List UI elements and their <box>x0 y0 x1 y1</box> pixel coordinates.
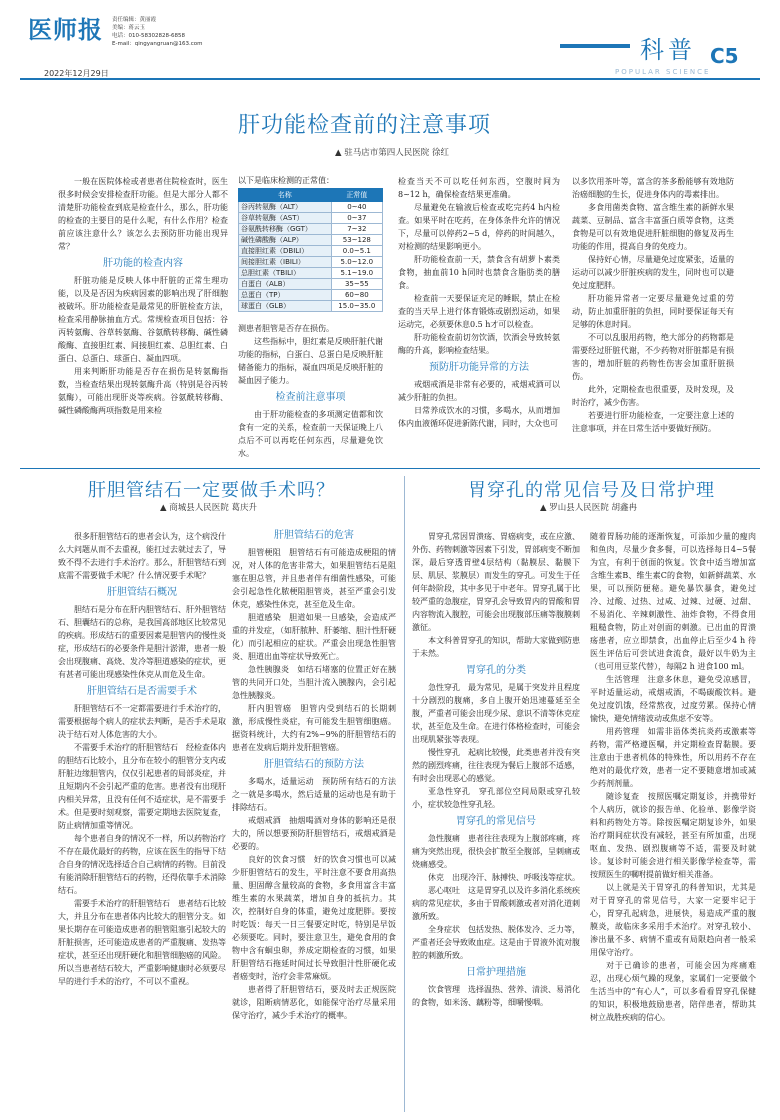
paragraph: 恶心呕吐 这是胃穿孔以及许多消化系统疾病的常见症状，多由于胃酸刺激或者对消化道刺激所致。 <box>412 886 580 921</box>
paragraph: 一般在医院体检或者患者住院检查时，医生很多时候会安排检查肝功能。但是大部分人都不清楚肝功能检查到底是检查什么，那么，肝功能的检查的主要目的是什么呢，有什么作用？检查前应该注意什么？该怎么去预防肝功能出现异常？ <box>58 177 228 251</box>
normal-value-cell: 53~128 <box>331 235 382 246</box>
article1-column-4 <box>572 175 734 465</box>
article3-title: 胃穿孔的常见信号及日常护理 <box>468 480 715 501</box>
paragraph: 戒烟戒酒 抽烟喝酒对身体的影响还是很大的，所以想要预防肝胆管结石，戒烟戒酒是必要的。 <box>232 816 396 851</box>
normal-value-cell: 15.0~35.0 <box>331 301 382 312</box>
table-row <box>239 279 383 290</box>
normal-values-table <box>238 175 383 312</box>
test-name-cell: 谷丙转氨酶（ALT） <box>239 202 332 213</box>
normal-value-cell: 0~37 <box>331 213 382 224</box>
paragraph: 肝功能检查前一天，禁食含有胡萝卜素类食物，抽血前10 h同时也禁食含脂肪类的膳食。 <box>398 255 560 290</box>
table-row <box>239 202 383 213</box>
paragraph: 保持好心情，尽量避免过度紧张，适量的运动可以减少肝脏疾病的发生，同时也可以避免过度肥胖。 <box>572 255 734 290</box>
section-heading: 肝功能的检查内容 <box>103 258 183 269</box>
normal-value-cell: 60~80 <box>331 290 382 301</box>
paragraph: 患者得了肝胆管结石，要及时去正规医院就诊，阻断病情恶化，如能保守治疗尽量采用保守治疗，减少手术治疗的概率。 <box>232 985 396 1020</box>
paragraph: 需要手术治疗的肝胆管结石 患者结石比较大，并且分布在患者体内比较大的胆管分支。如果长期存在可能造成患者的胆管阻塞引起较大的肝脏损害，还可能造成患者的严重腹痛、发热等症状，甚至还出现肝硬化和胆管细胞癌的风险。所以当患者结石较大，严重影响健康时必须要尽早的进行手术的治疗，不可以不重视。 <box>58 899 226 986</box>
editor-line: E-mail：qingyangruan@163.com <box>112 41 203 47</box>
paragraph: 胆管梗阻 胆管结石有可能造成梗阻的情况，对人体的危害非常大，如果胆管结石是阻塞在胆总管，并且患者伴有细菌性感染，可能会引起急性化脓梗阻胆管炎，甚至严重会引发休克，感染性休克，甚至危及生命。 <box>232 548 396 609</box>
article2-byline: ▲ 商城县人民医院 葛庆升 <box>160 503 257 513</box>
normal-value-cell: 0.0~5.1 <box>331 246 382 257</box>
paragraph: 肝功能异常者一定要尽量避免过重的劳动，防止加重肝脏的负担，同时要保证每天有足够的休息时间。 <box>572 294 734 329</box>
table-row <box>239 246 383 257</box>
table-caption: 以下是临床检测的正常值： <box>238 176 334 185</box>
paragraph: 胆结石是分布在肝内胆管结石、肝外胆管结石、胆囊结石的总称，是我国高部地区比较常见的疾病。形成结石的重要因素是胆管内的慢性炎症，形成结石的必要条件是胆汁淤滞，患者一般会出现腹痛、高烧、发冷等胆道感染的症状，更有甚者可能出现感染性休克从而危及生命。 <box>58 605 226 679</box>
editor-info <box>112 16 202 48</box>
paragraph: 检查前一天要保证充足的睡眠，禁止在检查的当天早上进行体育锻炼或剧烈运动，如果运动完，必须要休息0.5 h才可以检查。 <box>398 294 560 329</box>
paragraph: 日常养成饮水的习惯，多喝水，从而增加体内血液循环促进新陈代谢，同时，大众也可 <box>398 406 560 428</box>
test-name-cell: 总蛋白（TP） <box>239 290 332 301</box>
test-name-cell: 球蛋白（GLB） <box>239 301 332 312</box>
paragraph: 戒烟戒酒是非常有必要的，戒烟戒酒可以减少肝脏的负担。 <box>398 380 560 402</box>
table-row <box>239 301 383 312</box>
normal-value-cell: 0~40 <box>331 202 382 213</box>
paragraph: 以多饮用茶叶等，富含的茶多酚能够有效地防治癌细胞的生长，促进身体内的毒素排出。 <box>572 177 734 199</box>
paragraph: 这些指标中，胆红素是反映肝脏代谢功能的指标，白蛋白、总蛋白是反映肝脏储备能力的指标，凝血四项是反映肝脏的凝血因子能力。 <box>238 337 383 385</box>
test-name-cell: 白蛋白（ALB） <box>239 279 332 290</box>
paragraph: 若要进行肝功能检查，一定要注意上述的注意事项，并在日常生活中要做好预防。 <box>572 411 734 433</box>
paragraph: 全身症状 包括发热、脱体发冷、乏力等，严重者还会导致败血症。这是由于胃液外流对腹腔的刺激所致。 <box>412 925 580 960</box>
paragraph: 良好的饮食习惯 好的饮食习惯也可以减少肝胆管结石的发生，平时注意不要食用高热量、胆固醇含量较高的食物，多食用富含丰富维生素的水果蔬菜，增加自身的抵抗力。其次，控制好自身的体重，避免过度肥胖。要按时吃饭：每天一日三餐要定时吃，特别是早饭必须要吃。同时，要注意卫生，避免食用的食物中含有蛔虫卵，养成定期检查的习惯，如果肝胆管结石拖延时间过长导致胆汁性肝硬化或者癌变时，治疗会非常麻烦。 <box>232 855 396 981</box>
table-row <box>239 268 383 279</box>
article2-column-2 <box>232 525 396 1110</box>
normal-value-cell: 5.0~12.0 <box>331 257 382 268</box>
paragraph: 随着胃肠功能的逐渐恢复，可添加少量的瘦肉和鱼肉，尽量少食多餐，可以选择每日4~5餐为宜，有利于创面的恢复。饮食中适当增加富含维生素B、维生素C的食物，如新鲜蔬菜、水果，可以预防便秘。避免暴饮暴食，避免过冷、过酸、过热、过咸、过辣、过硬、过甜、不易消化、辛辣刺激性、油炸食物，不得食用粗糙食物，防止对创面的刺激。已出血的胃溃疡患者，应立即禁食，出血停止后至少4 h 待医生评估后可尝试进食流食，最好以牛奶为主（也可用豆浆代替），每隔2 h 进食100 ml。 <box>590 532 756 671</box>
section-name: 科普 <box>640 36 696 64</box>
test-name-cell: 总胆红素（TBILI） <box>239 268 332 279</box>
table-row <box>239 224 383 235</box>
editor-line: 电话：010-58302828-6858 <box>112 33 185 39</box>
issue-date: 2022年12月29日 <box>44 69 109 78</box>
newspaper-logo: 医师报 <box>28 16 103 44</box>
paragraph: 多食用菌类食物、富含维生素的新鲜水果蔬菜、豆制品、富含丰富蛋白质等食物，这类食物是可以有效地促进肝脏细胞的修复及再生功能的作用，提高自身的免疫力。 <box>572 203 734 251</box>
paragraph: 很多肝胆管结石的患者会认为，这个病没什么大问题从而不去重视，能扛过去就过去了，导致不得不去进行手术治疗。那么，肝胆管结石到底需不需要做手术呢？什么情况要手术呢？ <box>58 532 226 580</box>
table-header: 名称 <box>239 189 332 202</box>
section-heading: 检查前注意事项 <box>275 392 346 403</box>
paragraph: 不可以乱服用药物，绝大部分的药物都是需要经过肝脏代谢，不少药物对肝脏都是有损害的，增加肝脏的药物性伤害会加重肝脏损伤。 <box>572 333 734 381</box>
article3-byline: ▲ 罗山县人民医院 胡鑫冉 <box>540 503 637 513</box>
test-name-cell: 谷氨酰转移酶（GGT） <box>239 224 332 235</box>
article1-column-1 <box>58 175 228 465</box>
section-heading: 日常护理措施 <box>466 967 526 978</box>
paragraph: 此外，定期检查也很重要，及时发现，及时治疗，减少伤害。 <box>572 385 734 407</box>
normal-value-cell: 5.1~19.0 <box>331 268 382 279</box>
paragraph: 肝胆管结石不一定都需要进行手术治疗的，需要根据每个病人的症状去判断，是否手术是取决于结石对人体危害的大小。 <box>58 704 226 739</box>
test-name-cell: 碱性磷酸酶（ALP） <box>239 235 332 246</box>
section-heading: 肝胆管结石的预防方法 <box>264 759 364 770</box>
paragraph: 肝内胆管癌 胆管内受到结石的长期刺激，形成慢性炎症，有可能发生胆管细胞癌。据资料统计，大约有2%~9%的肝胆管结石的患者在发病后期并发肝胆管癌。 <box>232 704 396 752</box>
paragraph: 休克 出现冷汗、脉搏快、呼吸浅等症状。 <box>428 873 580 882</box>
paragraph: 以上就是关于胃穿孔的科普知识，尤其是对于胃穿孔的常见信号，大家一定要牢记于心，胃穿孔起病急，进展快，易造成严重的腹膜炎，故临床多采用手术治疗。对穿孔较小、渗出量不多、病情不重或有局限趋向者一般采用保守治疗。 <box>590 883 756 957</box>
column-divider <box>404 476 405 1112</box>
normal-value-cell: 35~55 <box>331 279 382 290</box>
paragraph: 多喝水，适量运动 预防所有结石的方法之一就是多喝水，然后适量的运动也是有助于排除结石。 <box>232 777 396 812</box>
section-heading: 肝胆管结石概况 <box>107 587 177 598</box>
paragraph: 测患者胆管是否存在损伤。 <box>238 324 334 333</box>
table-row <box>239 213 383 224</box>
editor-line: 责任编辑：黄丽霞 <box>112 17 157 23</box>
article2-column-1 <box>58 530 226 1110</box>
paragraph: 生活管理 注意多休息，避免受凉感冒，平时适量运动，戒烟戒酒，不喝碳酸饮料。避免过度饥饿，经常熬夜，过度劳累。保持心情愉快，避免情绪波动或焦虑不安等。 <box>590 675 756 723</box>
article3-column-1 <box>412 530 580 1110</box>
paragraph: 肝功能检查前切勿饮酒，饮酒会导致转氨酶的升高，影响检查结果。 <box>398 333 560 355</box>
article1-column-2 <box>238 322 383 465</box>
paragraph: 本文科普胃穿孔的知识，帮助大家做到防患于未然。 <box>412 636 580 658</box>
article1-byline: ▲ 驻马店市第四人民医院 徐红 <box>335 148 449 158</box>
section-name-en: POPULAR SCIENCE <box>615 68 711 76</box>
paragraph: 亚急性穿孔 穿孔部位空间局限或穿孔较小，症状较急性穿孔轻。 <box>412 787 580 809</box>
paragraph: 急性穿孔 最为常见，是属于突发并且程度十分剧烈的腹痛，多自上腹开始迅速蔓延至全腹，严重者可能会出现少尿、意识不清等休克症状，甚至危及生命。在进行体格检查时，可能会出现肌紧张等表现。 <box>412 683 580 744</box>
paragraph: 慢性穿孔 起病比较慢，此类患者并没有突然的剧烈疼痛，往往表现为餐后上腹部不适感，有时会出现恶心的感觉。 <box>412 748 580 783</box>
paragraph: 饮食管理 选择温热、营养、清淡、易消化的食物，如米汤、藕粉等，细嚼慢咽。 <box>412 985 580 1007</box>
header-decor-bar <box>560 44 630 48</box>
normal-value-cell: 7~32 <box>331 224 382 235</box>
editor-line: 美编：蒋云玉 <box>112 25 146 31</box>
article2-title: 肝胆管结石一定要做手术吗？ <box>88 480 335 501</box>
section-heading: 肝胆管结石的危害 <box>274 530 354 541</box>
paragraph: 尽量避免在输液后检查或吃完药4 h内检查。如果平时在吃药，在身体条件允许的情况下，尽量可以停药2~5 d，停药的时间越久，对检测的结果影响更小。 <box>398 203 560 251</box>
paragraph: 肝脏功能是反映人体中肝脏的正常生理功能，以及是否因为疾病因素的影响出现了肝细胞被破坏。肝功能检查是最常见的肝脏检查方法，检查采用静脉抽血方式。常规检查项目包括：谷丙转氨酶、谷草转氨酶、谷氨酰转移酶、碱性磷酸酶、直接胆红素、间接胆红素、总胆红素、白蛋白、总蛋白、球蛋白、凝血四项。 <box>58 276 228 363</box>
paragraph: 每个患者自身的情况不一样，所以药物治疗不存在最优最好的药物，应该在医生的指导下结合自身的情况选择适合自己病情的药物。目前没有能消除肝胆管结石的药物，还得依靠手术消除结石。 <box>58 834 226 895</box>
paragraph: 不需要手术治疗的肝胆管结石 经检查体内的胆结石比较小，且分布在较小的胆管分支内或肝脏边缘胆管内，仅仅引起患者的局部炎症，并且短期内不会引起严重的危害。患者没有出现肝内相关异常，且没有任何不适症状，是不需要手术。但是要时刻观察，需要定期地去医院复查，防止病情加重等情况。 <box>58 743 226 830</box>
paragraph: 用药管理 如需非甾体类抗炎药或激素等药物，需严格遵医嘱，并定期检查胃黏膜。要注意由于患者机体的特殊性，所以用药不存在绝对的最优疗效，患者一定不要随意增加或减少药剂剂量。 <box>590 727 756 788</box>
paragraph: 由于肝功能检查的多项测定值都和饮食有一定的关系，检查前一天保证晚上八点后不可以再吃任何东西，尽量避免饮水。 <box>238 410 383 458</box>
paragraph: 胆道感染 胆道如果一旦感染，会造成严重的并发症，（如肝脓肿、肝萎缩、胆汁性肝硬化）而引起相应的症状。严重会出现急性胆管炎、胆道出血等症状导致死亡。 <box>232 613 396 661</box>
paragraph: 随诊复查 按照医嘱定期复诊，并携带好个人病历，就诊的报告单、化验单、影像学资料和药物处方等。除按医嘱定期复诊外，如果治疗期间症状没有减轻，甚至有所加重，出现呕血、发热、剧烈腹痛等不适，需要及时就诊。复诊时可能会进行相关影像学检查等，需按照医生的嘱咐提前做好相关准备。 <box>590 792 756 879</box>
test-name-cell: 间接胆红素（IBILI） <box>239 257 332 268</box>
table-row <box>239 235 383 246</box>
article1-title: 肝功能检查前的注意事项 <box>238 113 492 138</box>
article3-column-2 <box>590 530 756 1110</box>
paragraph: 对于已确诊的患者，可能会因为疼痛难忍，出现心烦气躁的现象，家属们一定要做个生活当中的“有心人”，可以多看看胃穿孔保健的知识，积极地鼓励患者，陪伴患者，帮助其树立战胜疾病的信心。 <box>590 961 756 1022</box>
article1-column-3 <box>398 175 560 465</box>
table-header: 正常值 <box>331 189 382 202</box>
table-row <box>239 257 383 268</box>
test-name-cell: 直接胆红素（DBILI） <box>239 246 332 257</box>
test-name-cell: 谷草转氨酶（AST） <box>239 213 332 224</box>
section-heading: 胃穿孔的分类 <box>466 665 526 676</box>
paragraph: 用来判断肝功能是否存在损伤是转氨酶指数，当检查结果出现转氨酶升高（特别是谷丙转氨酶），可能出现肝炎等疾病。谷氨酰转移酶、碱性磷酸酶两项指数是用来检 <box>58 367 228 415</box>
paragraph: 胃穿孔常因胃溃疡、胃癌病变，或在应激、外伤、药物刺激等因素下引发，胃部病变不断加深，最后穿透胃壁4层结构（黏膜层、黏膜下层、肌层、浆膜层）而发生的穿孔。可发生于任何年龄阶段，其中多见于中老年。胃穿孔属于比较严重的急腹症，胃穿孔会导致胃内的胃酸和胃内容物流入腹腔，可能会出现腹部压痛等腹膜刺激征。 <box>412 532 580 632</box>
paragraph: 急性腹痛 患者往往表现为上腹部疼痛，疼痛为突然出现，很快会扩散至全腹部，呈刺痛或烧痛感受。 <box>412 834 580 869</box>
section-heading: 预防肝功能异常的方法 <box>429 362 529 373</box>
header-rule <box>20 78 760 80</box>
table-row <box>239 290 383 301</box>
page-number: C5 <box>710 44 739 68</box>
section-divider <box>20 468 760 469</box>
section-heading: 胃穿孔的常见信号 <box>456 816 536 827</box>
paragraph: 检查当天不可以吃任何东西，空腹时间为8~12 h，确保检查结果更准确。 <box>398 177 560 199</box>
section-heading: 肝胆管结石是否需要手术 <box>87 686 197 697</box>
lab-table <box>238 188 383 312</box>
paragraph: 急性胰腺炎 如结石堵塞的位置正好在胰管的共同开口处，当胆汁流入胰腺内，会引起急性胰腺炎。 <box>232 665 396 700</box>
